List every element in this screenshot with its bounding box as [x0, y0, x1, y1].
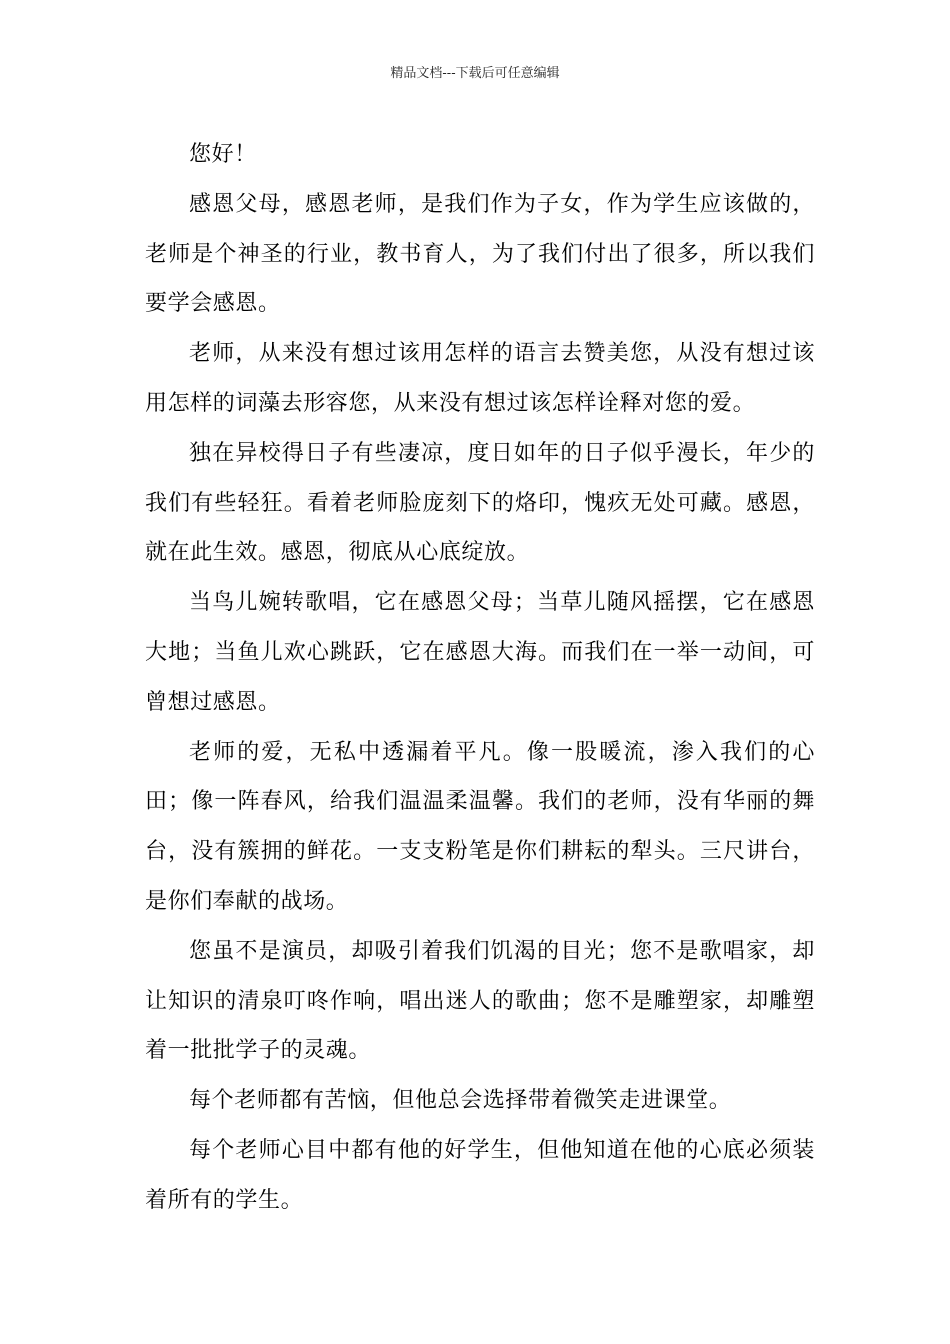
paragraph: 老师，从来没有想过该用怎样的语言去赞美您，从没有想过该用怎样的词藻去形容您，从来没有想过该怎样诠释对您的爱。	[145, 341, 815, 416]
paragraph: 您虽不是演员，却吸引着我们饥渴的目光；您不是歌唱家，却让知识的清泉叮咚作响，唱出迷人的歌曲；您不是雕塑家，却雕塑着一批批学子的灵魂。	[145, 938, 815, 1064]
paragraph: 每个老师都有苦恼，但他总会选择带着微笑走进课堂。	[189, 1088, 732, 1114]
document-body	[145, 130, 815, 1226]
paragraph: 每个老师心目中都有他的好学生，但他知道在他的心底必须装着所有的学生。	[145, 1137, 815, 1213]
paragraph: 独在异校得日子有些凄凉，度日如年的日子似乎漫长，年少的我们有些轻狂。看着老师脸庞刻下的烙印，愧疚无处可藏。感恩，就在此生效。感恩，彻底从心底绽放。	[145, 440, 815, 566]
page-header: 精品文档---下载后可任意编辑	[390, 66, 560, 81]
paragraph: 老师的爱，无私中透漏着平凡。像一股暖流，渗入我们的心田；像一阵春风，给我们温温柔温馨。我们的老师，没有华丽的舞台，没有簇拥的鲜花。一支支粉笔是你们耕耘的犁头。三尺讲台，是你们奉献的战场。	[145, 739, 815, 914]
paragraph: 感恩父母，感恩老师，是我们作为子女，作为学生应该做的，老师是个神圣的行业，教书育人，为了我们付出了很多，所以我们要学会感恩。	[145, 191, 815, 317]
paragraph: 当鸟儿婉转歌唱，它在感恩父母；当草儿随风摇摆，它在感恩大地；当鱼儿欢心跳跃，它在感恩大海。而我们在一举一动间，可曾想过感恩。	[145, 590, 815, 715]
paragraph-greeting: 您好！	[189, 142, 257, 167]
